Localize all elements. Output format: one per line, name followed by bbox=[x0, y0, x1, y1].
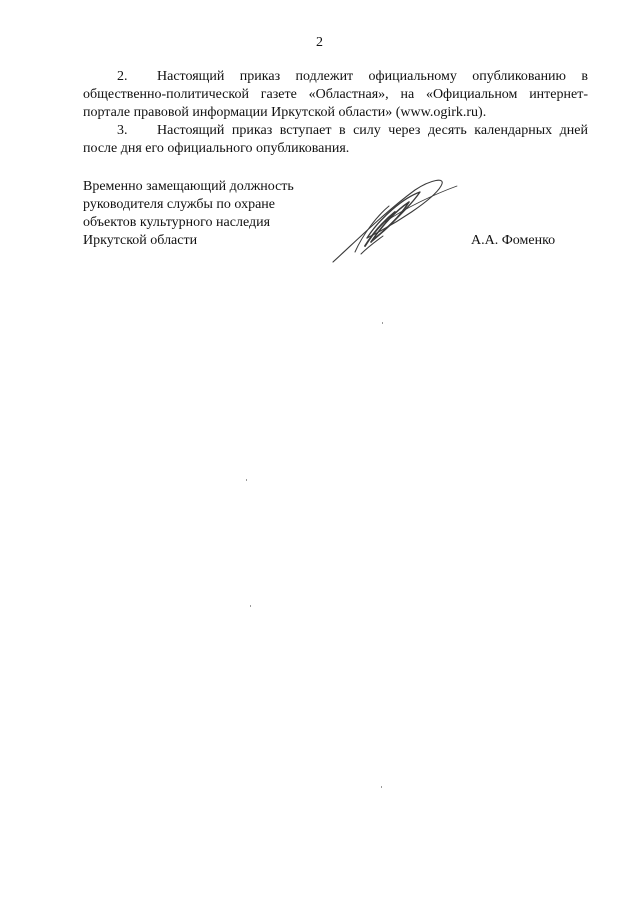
scan-speck bbox=[250, 605, 251, 607]
clause-number: 2. bbox=[117, 69, 128, 84]
scan-speck bbox=[246, 479, 247, 481]
signatory-position-line: объектов культурного наследия bbox=[83, 215, 271, 230]
signatory-position-line: руководителя службы по охране bbox=[83, 197, 275, 212]
signatory-position bbox=[83, 178, 323, 250]
clause-text: Настоящий приказ подлежит официальному опубликованию в общественно-политической газете «Областная», на «Официальном интернет-портале правовой информации Иркутской области» (www.ogirk.ru). bbox=[83, 69, 588, 120]
clause-3 bbox=[83, 122, 588, 158]
signatory-position-line: Иркутской области bbox=[83, 233, 198, 248]
scan-speck bbox=[381, 786, 382, 788]
signatory-name: А.А. Фоменко bbox=[471, 233, 556, 248]
page-number: 2 bbox=[316, 35, 323, 50]
signatory-position-line: Временно замещающий должность bbox=[83, 179, 294, 194]
clause-2 bbox=[83, 68, 588, 122]
scan-speck bbox=[382, 322, 383, 324]
handwritten-signature bbox=[325, 172, 465, 267]
clause-number: 3. bbox=[117, 123, 128, 138]
document-body bbox=[83, 68, 588, 158]
clause-text: Настоящий приказ вступает в силу через десять календарных дней после дня его официального опубликования. bbox=[83, 123, 588, 156]
